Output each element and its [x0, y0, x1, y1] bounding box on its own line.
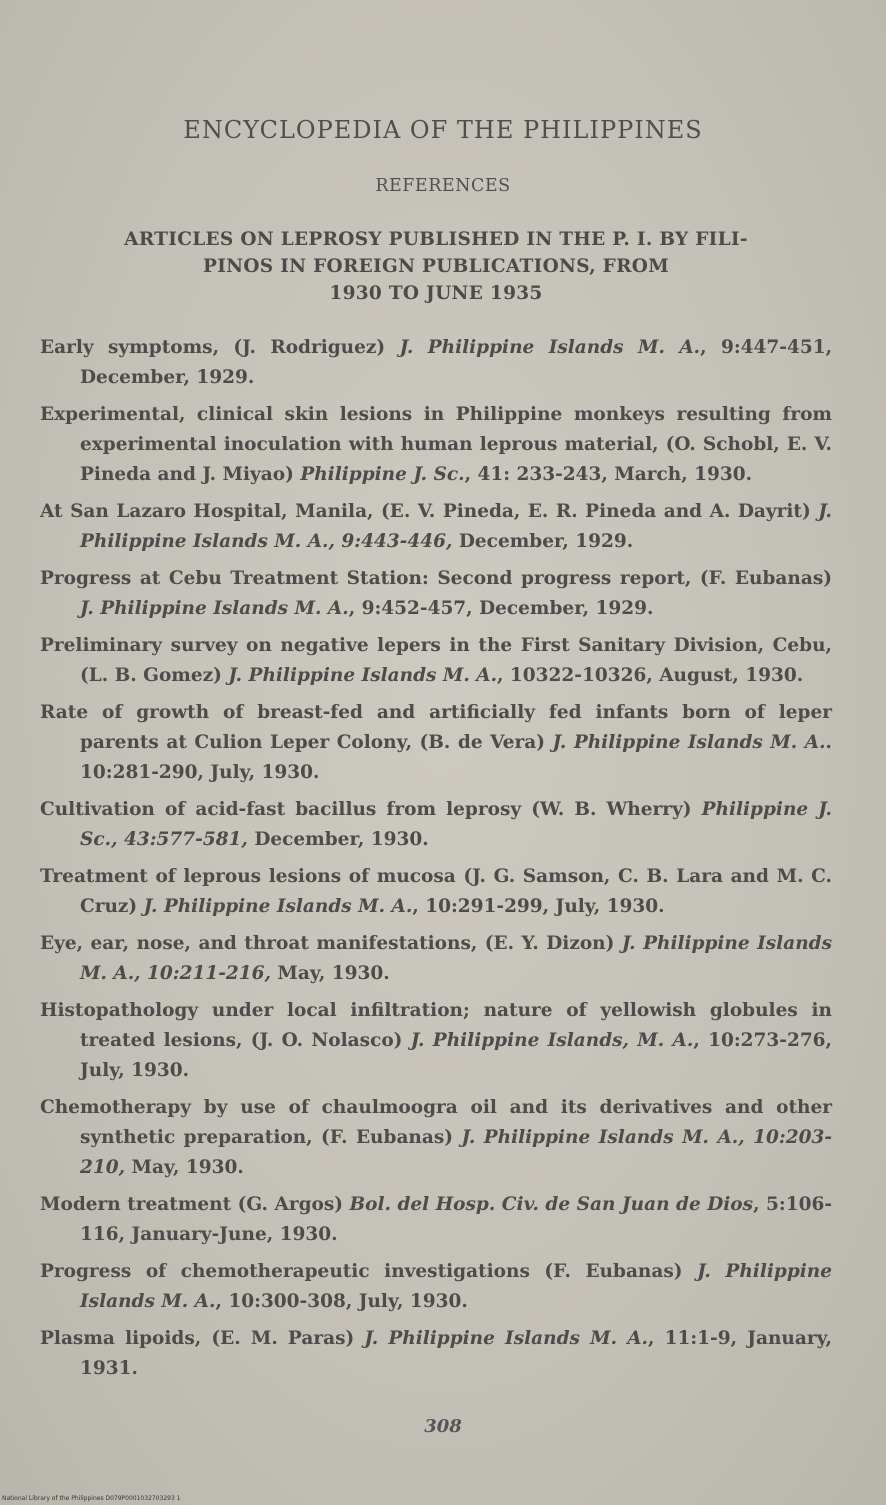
reference-entry: Preliminary survey on negative lepers in the First Sanitary Division, Cebu, (L. B. Gomez) J. Philippine Islands M. A., 10322-10326, August, 1930.	[40, 634, 832, 687]
reference-entry: Histopathology under local infiltration; nature of yellowish globules in treated lesions, (J. O. Nolasco) J. Philippine Islands, M. A., 10:273-276, July, 1930.	[40, 999, 833, 1081]
page-title: ENCYCLOPEDIA OF THE PHILIPPINES	[183, 116, 703, 144]
page-number: 308	[424, 1416, 462, 1437]
reference-entry: Cultivation of acid-fast bacillus from leprosy (W. B. Wherry) Philippine J. Sc., 43:577-581, December, 1930.	[40, 798, 832, 851]
heading-line: ARTICLES ON LEPROSY PUBLISHED IN THE P. I. BY FILI-	[124, 229, 748, 250]
reference-entry: Eye, ear, nose, and throat manifestations, (E. Y. Dizon) J. Philippine Islands M. A., 10:211-216, May, 1930.	[40, 932, 832, 984]
reference-entry: Chemotherapy by use of chaulmoogra oil and its derivatives and other synthetic preparation, (F. Eubanas) J. Philippine Islands M. A., 10:203-210, May, 1930.	[40, 1096, 832, 1179]
reference-entry: Early symptoms, (J. Rodriguez) J. Philippine Islands M. A., 9:447-451, December, 1929.	[40, 337, 833, 389]
scan-credit: National Library of the Philippines D079P0001032703293 1	[2, 1495, 181, 1502]
reference-entry: Modern treatment (G. Argos) Bol. del Hosp. Civ. de San Juan de Dios, 5:106-116, January-June, 1930.	[40, 1193, 832, 1245]
reference-entry: Progress at Cebu Treatment Station: Second progress report, (F. Eubanas) J. Philippine Islands M. A., 9:452-457, December, 1929.	[40, 567, 832, 620]
reference-entry: Rate of growth of breast-fed and artificially fed infants born of leper parents at Culion Leper Colony, (B. de Vera) J. Philippine Islands M. A.. 10:281-290, July, 1930.	[40, 701, 832, 784]
reference-entry: Progress of chemotherapeutic investigations (F. Eubanas) J. Philippine Islands M. A., 10:300-308, July, 1930.	[40, 1260, 832, 1312]
section-heading	[36, 226, 836, 307]
reference-entry: Treatment of leprous lesions of mucosa (J. G. Samson, C. B. Lara and M. C. Cruz) J. Philippine Islands M. A., 10:291-299, July, 1930.	[40, 865, 832, 917]
reference-entry: Experimental, clinical skin lesions in Philippine monkeys resulting from experimental inoculation with human leprous material, (O. Schobl, E. V. Pineda and J. Miyao) Philippine J. Sc., 41: 233-243, March, 1930.	[40, 403, 832, 486]
reference-list	[40, 333, 832, 1391]
reference-entry: At San Lazaro Hospital, Manila, (E. V. Pineda, E. R. Pineda and A. Dayrit) J. Philippine Islands M. A., 9:443-446, December, 1929.	[40, 501, 832, 553]
heading-line: 1930 TO JUNE 1935	[329, 283, 543, 304]
reference-entry: Plasma lipoids, (E. M. Paras) J. Philippine Islands M. A., 11:1-9, January, 1931.	[40, 1327, 833, 1379]
heading-line: PINOS IN FOREIGN PUBLICATIONS, FROM	[203, 256, 669, 277]
section-subtitle: REFERENCES	[375, 176, 511, 196]
